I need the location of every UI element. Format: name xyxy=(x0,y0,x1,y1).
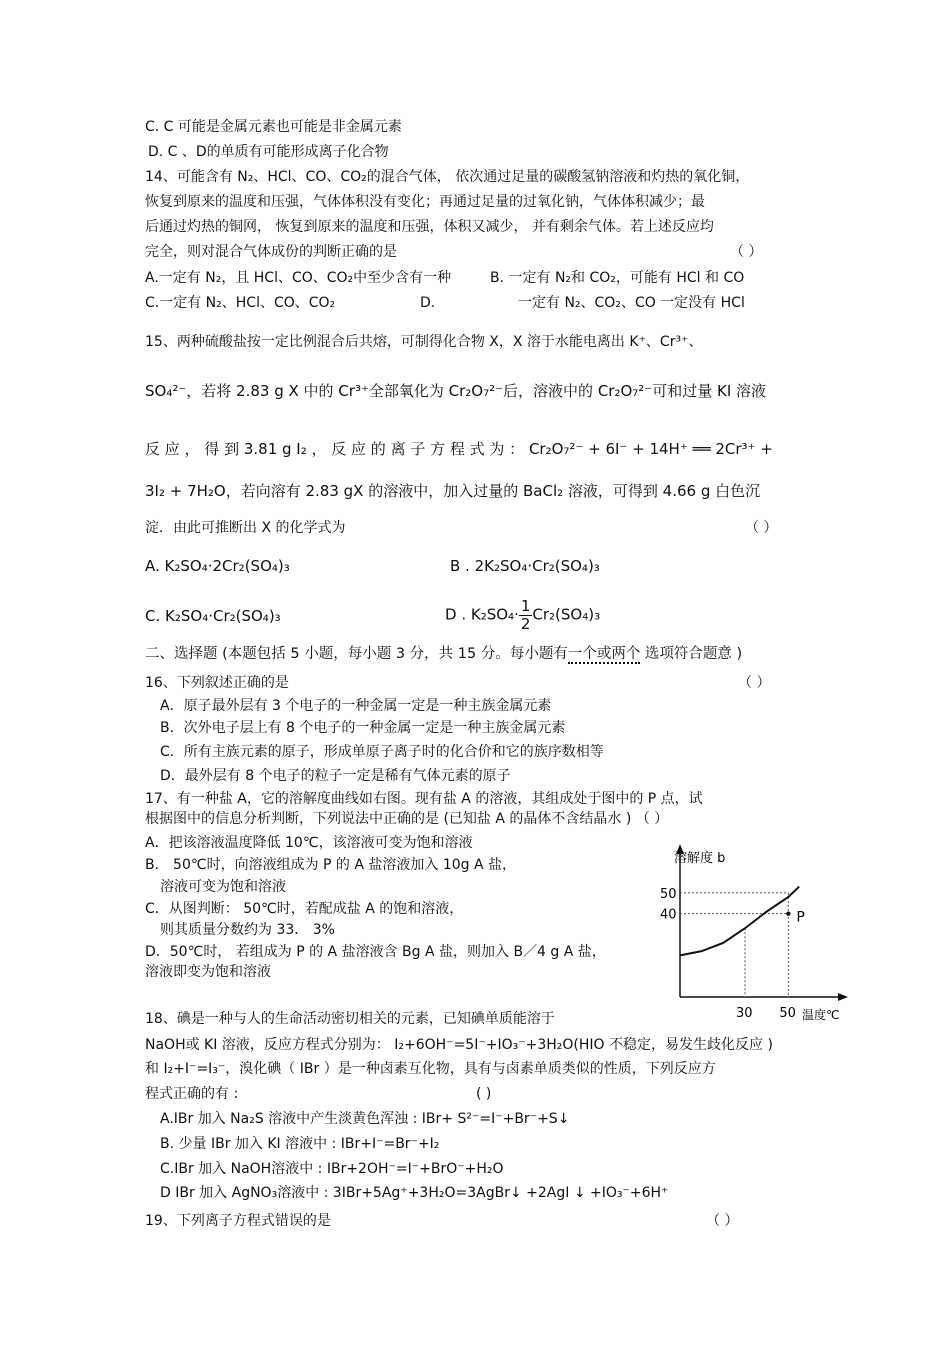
point-p xyxy=(786,911,790,915)
answer-bracket: （ ） xyxy=(738,675,771,691)
text-line: 根据图中的信息分析判断，下列说法中正确的是 (已知盐 A 的晶体不含结晶水 ) （ ） xyxy=(145,811,669,827)
question-19: 19、下列离子方程式错误的是 xyxy=(145,1213,331,1229)
option-a: A．原子最外层有 3 个电子的一种金属一定是一种主族金属元素 xyxy=(160,698,552,714)
option-c: C.IBr 加入 NaOH溶液中 : IBr+2OH⁻=I⁻+BrO⁻+H₂O xyxy=(160,1161,504,1177)
x-axis-label: 温度℃ xyxy=(802,1008,840,1022)
option-b: B．次外电子层上有 8 个电子的一种金属一定是一种主族金属元素 xyxy=(160,720,566,736)
text-line: 则其质量分数约为 33． 3% xyxy=(160,922,335,938)
text-line: 和 I₂+I⁻=I₃⁻，溴化碘（ IBr ）是一种卤素互化物，具有与卤素单质类似的性质，下列反应方 xyxy=(145,1061,716,1077)
option-c: C.一定有 N₂、HCl、CO、CO₂ xyxy=(145,295,336,311)
text-line: NaOH或 KI 溶液，反应方程式分别为： I₂+6OH⁻=5I⁻+IO₃⁻+3H₂O(HIO 不稳定，易发生歧化反应 ) xyxy=(145,1037,773,1053)
question-18: 18、碘是一种与人的生命活动密切相关的元素，已知碘单质能溶于 xyxy=(145,1011,555,1027)
text-line: C. C 可能是金属元素也可能是非金属元素 xyxy=(145,119,402,135)
question-16: 16、下列叙述正确的是 xyxy=(145,675,289,691)
solubility-curve xyxy=(680,887,799,956)
option-d: D．50℃时， 若组成为 P 的 A 盐溶液含 Bg A 盐，则加入 B／4 g A 盐， xyxy=(145,944,606,960)
y-axis-label: 溶解度 b xyxy=(674,851,726,866)
x-tick-label: 30 xyxy=(736,1006,753,1021)
option-a: A．把该溶液温度降低 10℃，该溶液可变为饱和溶液 xyxy=(145,835,473,851)
section-heading: 二、选择题 (本题包括 5 小题，每小题 3 分，共 15 分。每小题有一个或两个 选项符合题意 ) xyxy=(145,646,743,662)
answer-bracket: （ ） xyxy=(706,1213,739,1229)
option-d: D．最外层有 8 个电子的粒子一定是稀有气体元素的原子 xyxy=(160,768,511,784)
question-17: 17、有一种盐 A，它的溶解度曲线如右图。现有盐 A 的溶液，其组成处于图中的 P 点，试 xyxy=(145,791,703,807)
y-tick-label: 40 xyxy=(660,907,677,923)
option-c: C．所有主族元素的原子，形成单原子离子时的化合价和它的族序数相等 xyxy=(160,744,604,760)
option-a: A. K₂SO₄·2Cr₂(SO₄)₃ xyxy=(145,557,290,575)
solubility-chart xyxy=(652,842,852,1024)
text-line: 程式正确的有 : xyxy=(145,1086,239,1102)
point-p-label: P xyxy=(796,909,805,926)
text-line: 淀．由此可推断出 X 的化学式为 xyxy=(145,520,346,536)
answer-bracket: （ ） xyxy=(730,244,763,260)
question-15: 15、两种硫酸盐按一定比例混合后共熔，可制得化合物 X，X 溶于水能电离出 K⁺、Cr³⁺、 xyxy=(145,334,703,350)
option-a: A.一定有 N₂，且 HCl、CO、CO₂中至少含有一种 xyxy=(145,270,452,286)
text-line: 3I₂ + 7H₂O，若向溶有 2.83 gX 的溶液中，加入过量的 BaCl₂ 溶液，可得到 4.66 g 白色沉 xyxy=(145,482,761,500)
option-b: B. 少量 IBr 加入 KI 溶液中 : IBr+I⁻=Br⁻+I₂ xyxy=(160,1136,440,1152)
text-line: SO₄²⁻，若将 2.83 g X 中的 Cr³⁺全部氧化为 Cr₂O₇²⁻后，溶液中的 Cr₂O₇²⁻可和过量 KI 溶液 xyxy=(145,382,767,400)
text-line: 溶液可变为饱和溶液 xyxy=(160,879,286,895)
x-axis-arrow xyxy=(838,993,848,1001)
option-b: B . 2K₂SO₄·Cr₂(SO₄)₃ xyxy=(450,557,600,575)
answer-bracket: ( ) xyxy=(476,1086,492,1102)
option-d: D IBr 加入 AgNO₃溶液中 : 3IBr+5Ag⁺+3H₂O=3AgBr↓ +2AgI ↓ +IO₃⁻+6H⁺ xyxy=(160,1185,669,1201)
option-d: D . K₂SO₄· $\frac{1}{2}$ Cr₂(SO₄)₃ xyxy=(445,597,601,633)
option-d-label: D. xyxy=(420,295,436,311)
option-b: B． 50℃时，向溶液组成为 P 的 A 盐溶液加入 10g A 盐， xyxy=(145,857,517,873)
text-line: 反 应 ， 得 到 3.81 g I₂ ， 反 应 的 离 子 方 程 式 为 ： Cr₂O₇²⁻ + 6I⁻ + 14H⁺ ══ 2Cr³⁺ + xyxy=(145,440,773,458)
option-b: B. 一定有 N₂和 CO₂，可能有 HCl 和 CO xyxy=(490,270,745,286)
text-line: 完全，则对混合气体成份的判断正确的是 xyxy=(145,244,397,260)
question-14: 14、可能含有 N₂、HCl、CO、CO₂的混合气体， 依次通过足量的碳酸氢钠溶液和灼热的氧化铜， xyxy=(145,169,750,185)
fraction: $\frac{1}{2}$ xyxy=(520,597,531,633)
y-tick-label: 50 xyxy=(660,886,677,902)
option-c: C. K₂SO₄·Cr₂(SO₄)₃ xyxy=(145,607,281,625)
text-line: 后通过灼热的铜网， 恢复到原来的温度和压强，体积又减少， 并有剩余气体。若上述反应均 xyxy=(145,219,714,235)
text-line: D. C 、D的单质有可能形成离子化合物 xyxy=(148,144,389,160)
x-tick-label: 50 xyxy=(779,1006,796,1021)
text-line: 溶液即变为饱和溶液 xyxy=(145,964,271,980)
option-c: C．从图判断： 50℃时，若配成盐 A 的饱和溶液， xyxy=(145,901,464,917)
answer-bracket: （ ） xyxy=(745,520,778,536)
option-a: A.IBr 加入 Na₂S 溶液中产生淡黄色浑浊 : IBr+ S²⁻=I⁻+Br⁻+S↓ xyxy=(160,1111,570,1127)
option-d: 一定有 N₂、CO₂、CO 一定没有 HCl xyxy=(518,295,745,311)
text-line: 恢复到原来的温度和压强，气体体积没有变化；再通过足量的过氧化钠，气体体积减少；最 xyxy=(145,194,705,210)
